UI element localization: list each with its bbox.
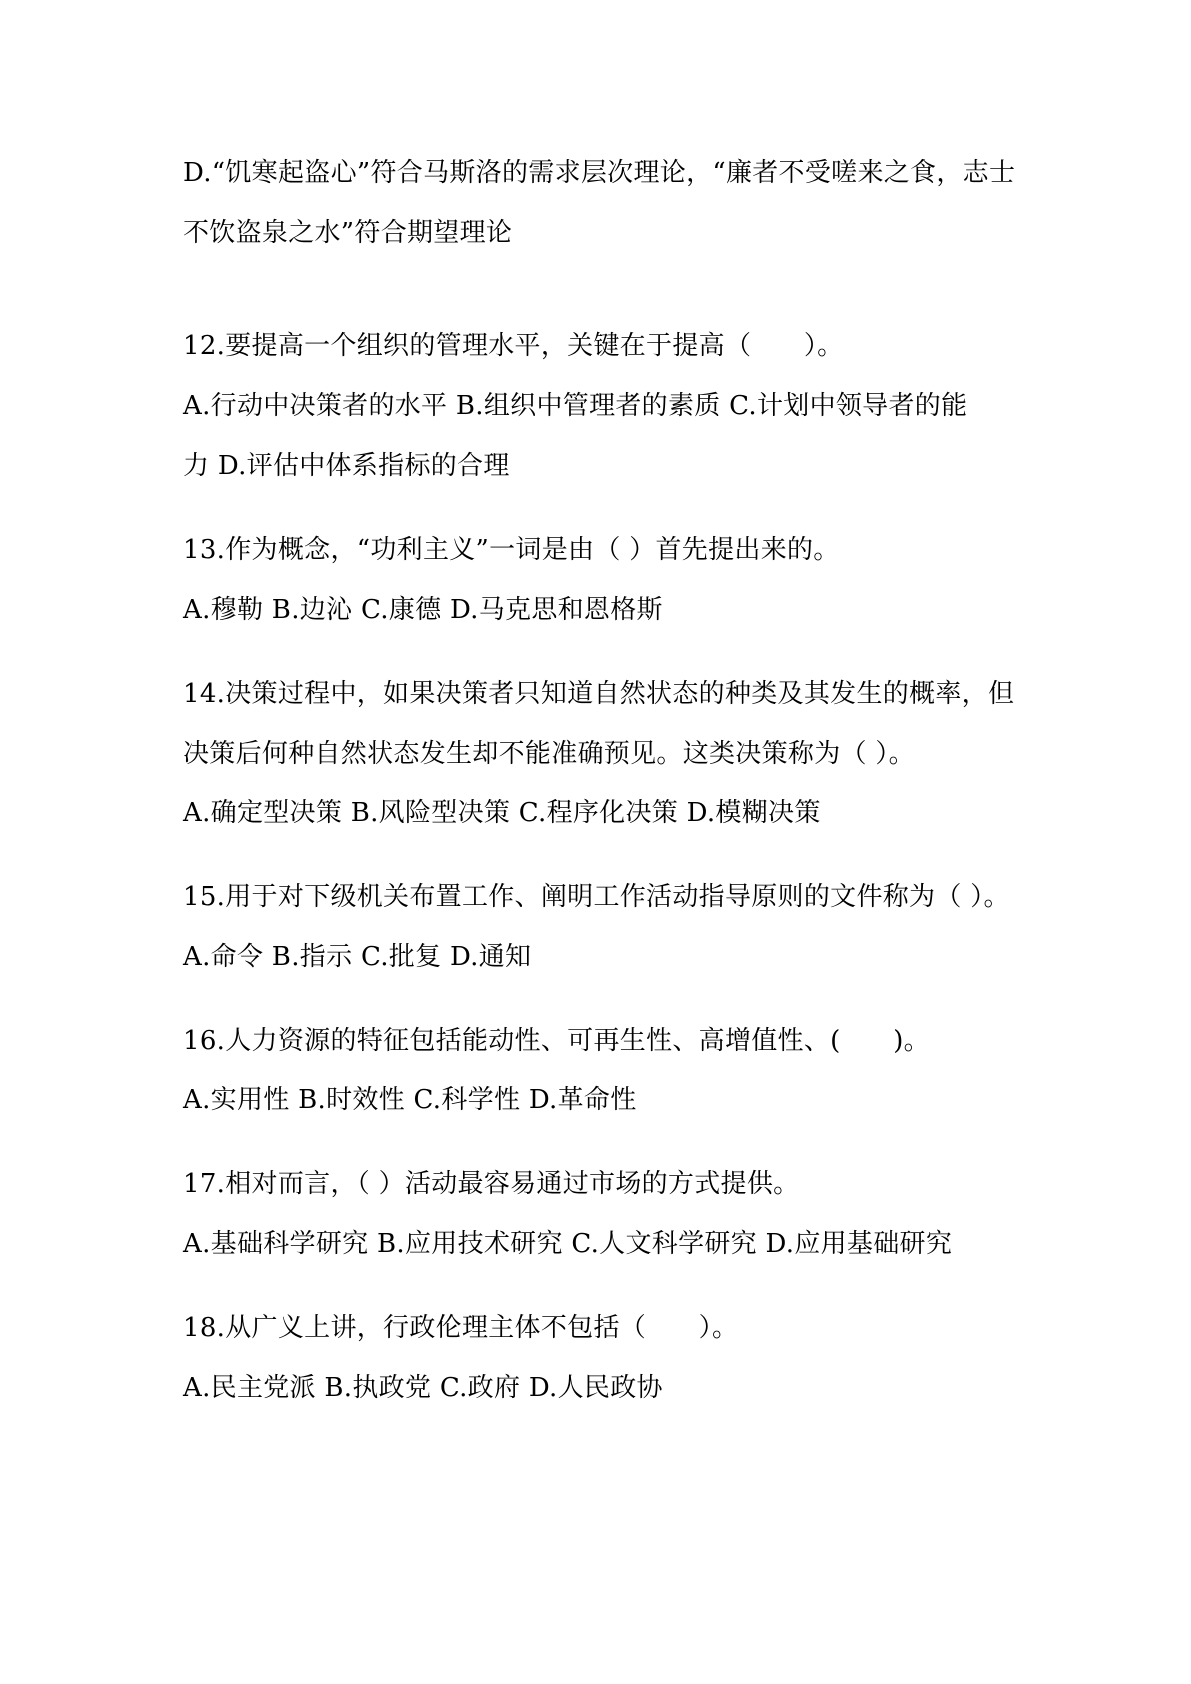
q16-stem: 16.人力资源的特征包括能动性、可再生性、高增值性、( )。 <box>183 1026 930 1056</box>
q14-options: A.确定型决策 B.风险型决策 C.程序化决策 D.模糊决策 <box>183 798 821 828</box>
q17-options: A.基础科学研究 B.应用技术研究 C.人文科学研究 D.应用基础研究 <box>183 1229 953 1259</box>
q15-options: A.命令 B.指示 C.批复 D.通知 <box>183 942 532 972</box>
q12-options-line-2: 力 D.评估中体系指标的合理 <box>183 451 510 481</box>
q11-option-d-line-2: 不饮盗泉之水”符合期望理论 <box>183 218 513 248</box>
q12-options-line-1: A.行动中决策者的水平 B.组织中管理者的素质 C.计划中领导者的能 <box>183 391 968 421</box>
q18-stem: 18.从广义上讲，行政伦理主体不包括（ ）。 <box>183 1313 739 1343</box>
q12-stem: 12.要提高一个组织的管理水平，关键在于提高（ ）。 <box>183 331 844 361</box>
q11-option-d-line-1: D.“饥寒起盗心”符合马斯洛的需求层次理论，“廉者不受嗟来之食，志士 <box>183 158 1016 188</box>
q13-options: A.穆勒 B.边沁 C.康德 D.马克思和恩格斯 <box>183 595 663 625</box>
q16-options: A.实用性 B.时效性 C.科学性 D.革命性 <box>183 1085 637 1115</box>
q13-stem: 13.作为概念，“功利主义”一词是由（ ）首先提出来的。 <box>183 535 840 565</box>
q15-stem: 15.用于对下级机关布置工作、阐明工作活动指导原则的文件称为（ ）。 <box>183 882 1010 912</box>
q14-stem-line-1: 14.决策过程中，如果决策者只知道自然状态的种类及其发生的概率，但 <box>183 679 1015 709</box>
q17-stem: 17.相对而言，（ ）活动最容易通过市场的方式提供。 <box>183 1169 800 1199</box>
q14-stem-line-2: 决策后何种自然状态发生却不能准确预见。这类决策称为（ ）。 <box>183 739 915 769</box>
q18-options: A.民主党派 B.执政党 C.政府 D.人民政协 <box>183 1373 663 1403</box>
